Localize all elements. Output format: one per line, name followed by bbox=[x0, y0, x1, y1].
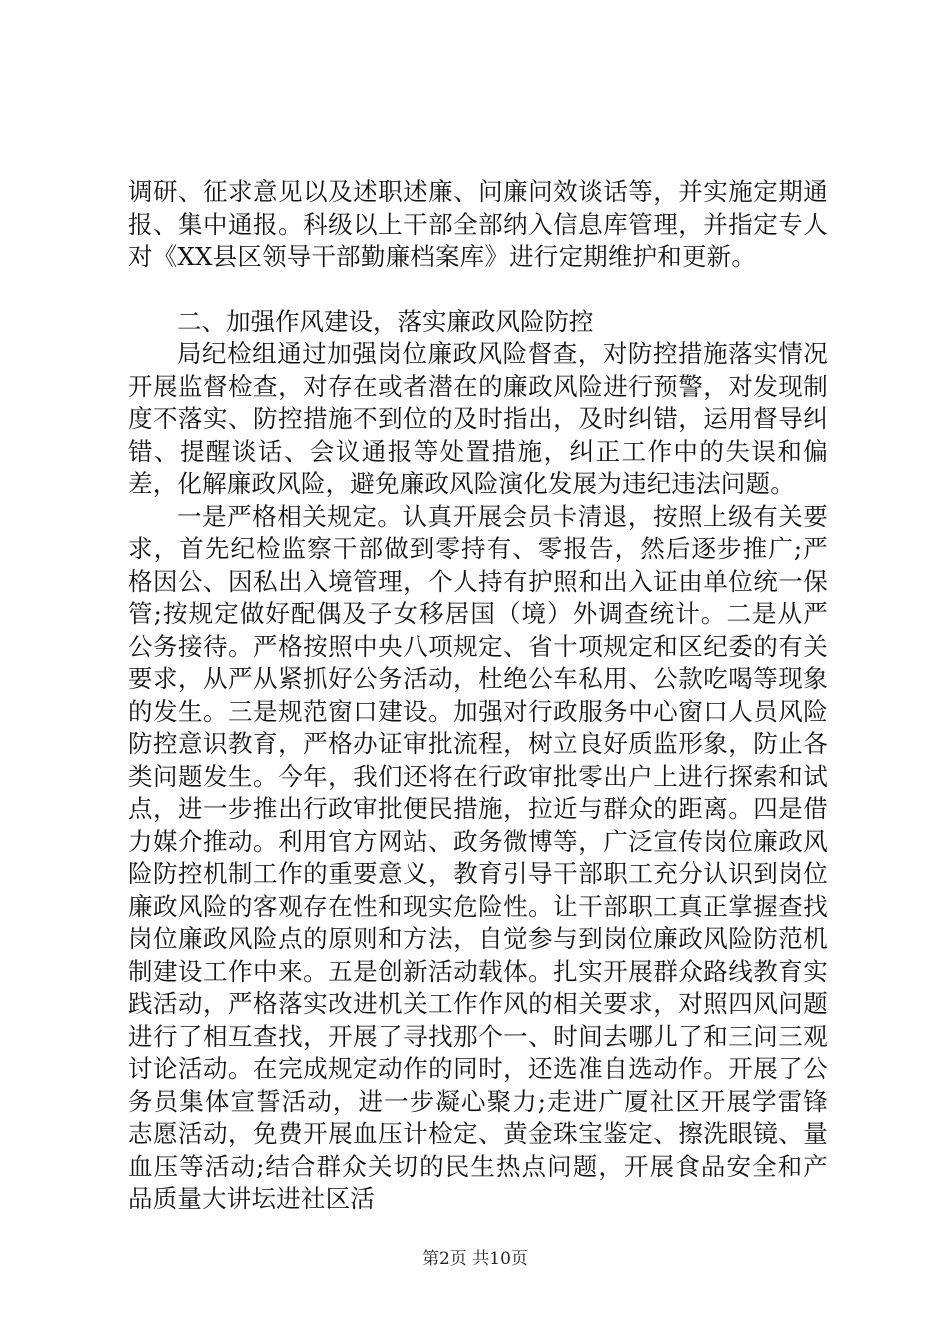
paragraph-measures: 一是严格相关规定。认真开展会员卡清退，按照上级有关要求，首先纪检监察干部做到零持有、零报告，然后逐步推广;严格因公、因私出入境管理，个人持有护照和出入证由单位统一保管;按规定做好配偶及子女移居国（境）外调查统计。二是从严公务接待。严格按照中央八项规定、省十项规定和区纪委的有关要求，从严从紧抓好公务活动，杜绝公车私用、公款吃喝等现象的发生。三是规范窗口建设。加强对行政服务中心窗口人员风险防控意识教育，严格办证审批流程，树立良好质监形象，防止各类问题发生。今年，我们还将在行政审批零出户上进行探索和试点，进一步推出行政审批便民措施，拉近与群众的距离。四是借力媒介推动。利用官方网站、政务微博等，广泛宣传岗位廉政风险防控机制工作的重要意义，教育引导干部职工充分认识到岗位廉政风险的客观存在性和现实危险性。让干部职工真正掌握查找岗位廉政风险点的原则和方法，自觉参与到岗位廉政风险防范机制建设工作中来。五是创新活动载体。扎实开展群众路线教育实践活动，严格落实改进机关工作作风的相关要求，对照四风问题进行了相互查找，开展了寻找那个一、时间去哪儿了和三问三观讨论活动。在完成规定动作的同时，还选准自选动作。开展了公务员集体宣誓活动，进一步凝心聚力;走进广厦社区开展学雷锋志愿活动，免费开展血压计检定、黄金珠宝鉴定、擦洗眼镜、量血压等活动;结合群众关切的民生热点问题，开展食品安全和产品质量大讲坛进社区活 bbox=[128, 501, 828, 1213]
page-footer: 第2页 共10页 bbox=[422, 1249, 528, 1269]
paragraph-risk-supervision: 局纪检组通过加强岗位廉政风险督查，对防控措施落实情况开展监督检查，对存在或者潜在的廉政风险进行预警，对发现制度不落实、防控措施不到位的及时指出，及时纠错，运用督导纠错、提醒谈话、会议通报等处置措施，纠正工作中的失误和偏差，化解廉政风险，避免廉政风险演化发展为违纪违法问题。 bbox=[128, 339, 828, 498]
section-heading: 二、加强作风建设，落实廉政风险防控 bbox=[177, 306, 594, 336]
document-body bbox=[128, 176, 828, 1216]
paragraph-continuation: 调研、征求意见以及述职述廉、问廉问效谈话等，并实施定期通报、集中通报。科级以上干部全部纳入信息库管理，并指定专人对《XX县区领导干部勤廉档案库》进行定期维护和更新。 bbox=[128, 177, 828, 271]
